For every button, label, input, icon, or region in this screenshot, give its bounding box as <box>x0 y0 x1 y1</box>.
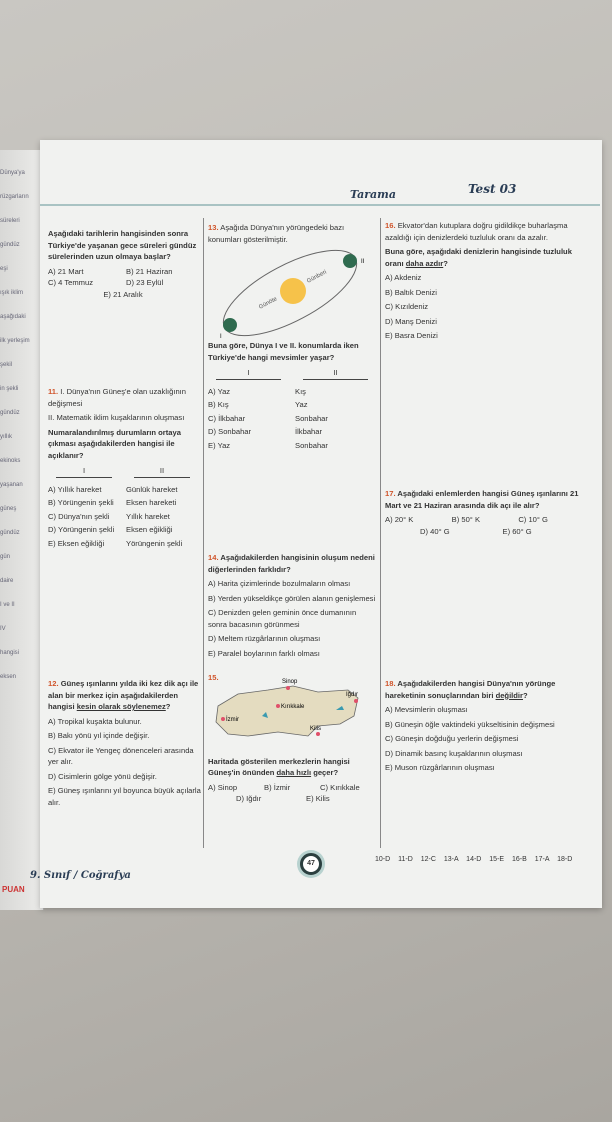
statement-1: I. Dünya'nın Güneş'e olan uzaklığının değişmesi <box>48 387 187 408</box>
city-izmir: İzmir <box>226 716 239 723</box>
position-2-label: II <box>361 259 365 265</box>
left-page-fragment: daire <box>0 578 14 584</box>
left-page-fragment: in şekli <box>0 386 19 392</box>
column-head: I <box>216 367 281 380</box>
question-stem-end: geçer? <box>311 768 339 777</box>
option-b[interactable]: B) İzmir <box>264 782 291 792</box>
option-col-2: Kış <box>295 386 306 396</box>
left-page-edge <box>0 150 44 910</box>
left-page-fragment: gün <box>0 554 11 560</box>
option-e[interactable]: E) 21 Aralık <box>103 289 143 299</box>
city-sinop: Sinop <box>282 678 298 685</box>
left-page-fragment: yıllık <box>0 434 12 440</box>
left-page-fragment: I ve II <box>0 602 15 608</box>
option-c[interactable]: C) Kırıkkale <box>320 782 360 792</box>
emphasis: kesin olarak söylenemez <box>76 702 166 711</box>
emphasis: daha hızlı <box>276 768 312 777</box>
city-igdir: Iğdır <box>346 691 359 698</box>
column-divider <box>203 218 204 848</box>
question-stem: Aşağıdakilerden hangisi Dünya'nın yörünge hareketinin sonuçlarından biri <box>385 679 556 700</box>
option-col-2: Eksen hareketi <box>126 498 177 507</box>
option-col-1[interactable]: A) Yıllık hareket <box>48 484 102 494</box>
statement-2: II. Matematik iklim kuşaklarının oluşması <box>48 413 185 422</box>
option-c[interactable]: C) Güneşin doğduğu yerlerin değişmesi <box>385 734 519 743</box>
column-head: II <box>134 465 190 478</box>
option-a[interactable]: A) Sinop <box>208 782 238 792</box>
question-stem: Aşağıdakilerden hangisinin oluşum nedeni diğerlerinden farklıdır? <box>208 553 375 574</box>
option-col-1[interactable]: C) Dünya'nın şekli <box>48 511 110 521</box>
option-col-1[interactable]: B) Yörüngenin şekli <box>48 498 114 507</box>
turkey-map <box>208 676 368 756</box>
left-page-fragment: ekinoks <box>0 458 21 464</box>
option-col-2: Yıllık hareket <box>126 511 170 521</box>
left-page-fragment: Dünya'ya <box>0 170 25 176</box>
option-col-1[interactable]: D) Yörüngenin şekli <box>48 525 115 534</box>
option-b[interactable]: B) Yerden yükseldikçe görülen alanın genişlemesi <box>208 593 376 603</box>
test-title: Test 03 <box>468 182 517 196</box>
subject-footer: 9. Sınıf / Coğrafya <box>30 870 131 881</box>
emphasis: daha azdır <box>405 258 444 268</box>
option-e[interactable]: E) 60° G <box>502 526 532 536</box>
option-e[interactable]: E) Muson rüzgârlarının oluşması <box>385 763 495 772</box>
question-stem: Numaralandırılmış durumların ortaya çıkması aşağıdakilerden hangisi ile açıklanır? <box>48 427 181 460</box>
column-head: II <box>303 367 368 380</box>
question-intro: Aşağıda Dünya'nın yörüngedeki bazı konumları gösterilmiştir. <box>208 223 345 244</box>
option-col-1[interactable]: C) İlkbahar <box>208 413 246 423</box>
question-number: 15. <box>208 673 219 682</box>
left-page-fragment: PUAN <box>2 885 25 894</box>
question-stem: Aşağıdaki tarihlerin hangisinden sonra Türkiye'de yaşanan gece süreleri gündüz sürelerinden uzun olmaya başlar? <box>48 229 197 261</box>
option-d[interactable]: D) Dinamik basınç kuşaklarının oluşması <box>385 748 523 758</box>
left-page-fragment: rüzgarların <box>0 194 29 200</box>
earth-icon-position-2 <box>343 254 357 268</box>
question-number: 14. <box>208 553 219 562</box>
city-kilis: Kilis <box>310 725 322 732</box>
option-a[interactable]: A) Akdeniz <box>385 273 422 282</box>
question-18: 18. Aşağıdakilerden hangisi Dünya'nın yörünge hareketinin sonuçlarından biri değildir? A) Mevsimlerin oluşması B) Güneşin öğle vaktindeki yükseltisinin değişmesi C) Güneşin doğduğu yerlerin değişmesi D) Dinamik basınç kuşaklarının oluşması E) Muson rüzgârlarının oluşması <box>385 678 585 774</box>
option-c[interactable]: C) Denizden gelen geminin önce dumanının sonra bacasının görünmesi <box>208 608 357 629</box>
left-page-fragment: gündüz <box>0 410 20 416</box>
option-col-1[interactable]: E) Yaz <box>208 440 231 450</box>
question-17 <box>385 488 585 537</box>
option-d[interactable]: D) Cisimlerin gölge yönü değişir. <box>48 771 157 781</box>
column-divider <box>380 218 381 848</box>
option-d[interactable]: D) Iğdır <box>236 794 262 803</box>
option-d[interactable]: D) Meltem rüzgârlarının oluşması <box>208 634 321 643</box>
question-stem: Aşağıdaki enlemlerden hangisi Güneş ışınlarını 21 Mart ve 21 Haziran arasında dik açı ile alır? <box>385 489 579 510</box>
option-a[interactable]: A) 21 Mart <box>48 266 84 276</box>
option-b[interactable]: B) Güneşin öğle vaktindeki yükseltisinin değişmesi <box>385 719 555 729</box>
option-c[interactable]: C) 10° G <box>518 515 548 524</box>
left-page-fragment: gündüz <box>0 242 20 248</box>
left-page-fragment: ilk yerleşim <box>0 338 30 344</box>
option-d[interactable]: D) Manş Denizi <box>385 316 437 326</box>
perihelion-label: Günöte <box>258 296 279 311</box>
option-a[interactable]: A) 20° K <box>385 515 414 524</box>
option-col-1[interactable]: A) Yaz <box>208 386 231 396</box>
option-col-2: Sonbahar <box>295 413 328 423</box>
city-kirikkale: Kırıkkale <box>281 703 305 710</box>
question-number: 18. <box>385 679 396 688</box>
aphelion-label: Günberi <box>306 269 328 285</box>
turkey-outline <box>216 686 358 736</box>
workbook-page <box>30 140 602 908</box>
option-b[interactable]: B) 50° K <box>451 515 481 524</box>
option-col-2: Yaz <box>295 400 308 409</box>
left-page-fragment: eşi <box>0 266 8 272</box>
option-b[interactable]: B) Bakı yönü yıl içinde değişir. <box>48 731 150 740</box>
option-col-2: Sonbahar <box>295 440 328 450</box>
option-b[interactable]: B) 21 Haziran <box>126 266 173 276</box>
option-b[interactable]: B) Baltık Denizi <box>385 287 437 297</box>
question-stem: Güneş ışınlarını yılda iki kez dik açı ile alan bir merkez için aşağıdakilerden hangisi <box>48 679 199 711</box>
question-stem: Buna göre, Dünya I ve II. konumlarda iken Türkiye'de hangi mevsimler yaşar? <box>208 341 359 362</box>
question-number: 12. <box>48 679 59 688</box>
page-number: 47 <box>300 853 322 875</box>
left-page-fragment: aşağıdaki <box>0 314 26 320</box>
option-c[interactable]: C) 4 Temmuz <box>48 278 94 287</box>
answer-key: 10-D 11-D 12-C 13-A 14-D 15-E 16-B 17-A 18-D <box>375 856 573 863</box>
question-number: 13. <box>208 223 219 232</box>
option-e[interactable]: E) Basra Denizi <box>385 331 438 340</box>
left-page-fragment: eksen <box>0 674 17 680</box>
option-d[interactable]: D) 23 Eylül <box>126 278 164 287</box>
option-col-1[interactable]: D) Sonbahar <box>208 427 252 436</box>
question-15 <box>208 672 376 805</box>
option-a[interactable]: A) Harita çizimlerinde bozulmaların olması <box>208 579 351 588</box>
question-12: 12. Güneş ışınlarını yılda iki kez dik açı ile alan bir merkez için aşağıdakilerden hangisi kesin olarak söylenemez? A) Tropikal kuşakta bulunur. B) Bakı yönü yıl içinde değişir. C) Ekvator ile Yengeç dönenceleri arasında yer alır. D) Cisimlerin gölge yönü değişir. E) Güneş ışınlarını yıl boyunca büyük açılarla alır. <box>48 678 203 808</box>
option-col-2: Eksen eğikliği <box>126 525 173 534</box>
question-number: 17. <box>385 489 396 498</box>
orbit-diagram <box>208 245 368 340</box>
question-13 <box>208 222 376 451</box>
option-e[interactable]: E) Güneş ışınlarını yıl boyunca büyük açılarla alır. <box>48 786 201 807</box>
section-title: Tarama <box>350 188 396 201</box>
left-page-fragment: yaşanan <box>0 482 23 488</box>
question-11 <box>48 386 198 549</box>
sun-icon <box>280 278 306 304</box>
earth-icon-position-1 <box>223 318 237 332</box>
left-page-fragment: hangisi <box>0 650 20 656</box>
question-16: 16. Ekvator'dan kutuplara doğru gidildikçe buharlaşma azaldığı için denizlerdeki tuzluluk oranı da azalır. Buna göre, aşağıdaki denizlerin hangisinde tuzluluk oranı daha azdır? A) Akdeniz B) Baltık Denizi C) Kızıldeniz D) Manş Denizi E) Basra Denizi <box>385 220 585 342</box>
left-page-fragment: gündüz <box>0 530 20 536</box>
left-page-fragment: ışık iklim <box>0 290 23 296</box>
option-col-2: Günlük hareket <box>126 484 178 494</box>
question-stem: Haritada gösterilen merkezlerin hangisi Güneş'in önünden <box>208 756 350 777</box>
position-1-label: I <box>220 334 222 340</box>
option-col-1[interactable]: B) Kış <box>208 400 229 409</box>
option-e[interactable]: E) Paralel boylarının farklı olması <box>208 648 320 658</box>
question-stem: Buna göre, aşağıdaki denizlerin hangisinde tuzluluk oranı <box>385 247 572 268</box>
emphasis: değildir <box>495 690 523 700</box>
option-d[interactable]: D) 40° G <box>420 526 450 536</box>
option-e[interactable]: E) Kilis <box>306 794 330 803</box>
option-a[interactable]: A) Tropikal kuşakta bulunur. <box>48 716 142 726</box>
question-10 <box>48 228 198 300</box>
left-page-fragment: şekil <box>0 362 13 368</box>
question-number: 11. <box>48 387 59 396</box>
option-c[interactable]: C) Ekvator ile Yengeç dönenceleri arasında yer alır. <box>48 745 194 766</box>
left-page-fragment: süreleri <box>0 218 20 224</box>
option-a[interactable]: A) Mevsimlerin oluşması <box>385 705 468 714</box>
left-page-fragment: güneş <box>0 506 17 512</box>
option-col-1[interactable]: E) Eksen eğikliği <box>48 538 105 548</box>
header-divider <box>40 204 600 206</box>
question-14 <box>208 552 376 659</box>
question-intro: Ekvator'dan kutuplara doğru gidildikçe buharlaşma azaldığı için denizlerdeki tuzluluk oranı da azalır. <box>385 221 568 242</box>
left-page-fragment: IV <box>0 626 6 632</box>
option-col-2: İlkbahar <box>295 427 323 436</box>
question-number: 16. <box>385 221 396 230</box>
option-col-2: Yörüngenin şekli <box>126 538 183 548</box>
column-head: I <box>56 465 112 478</box>
option-c[interactable]: C) Kızıldeniz <box>385 302 429 311</box>
